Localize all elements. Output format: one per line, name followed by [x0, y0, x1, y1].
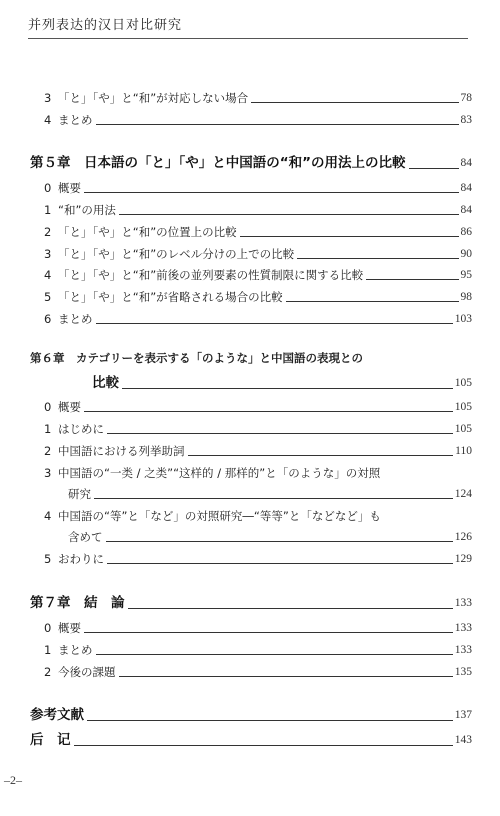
toc-entry[interactable] — [68, 529, 472, 545]
page-number: 137 — [454, 709, 472, 721]
page-number: 105 — [454, 377, 472, 389]
toc-entry[interactable] — [44, 620, 472, 636]
entry-number: 2 — [44, 665, 52, 679]
toc-entry[interactable] — [44, 202, 472, 218]
page-number: 95 — [460, 269, 472, 281]
toc-entry[interactable] — [44, 112, 472, 128]
dot-leader — [122, 388, 453, 389]
toc-entry[interactable] — [44, 664, 472, 680]
dot-leader — [107, 433, 453, 434]
page-number: 124 — [454, 488, 472, 500]
chapter-title-line1: 第６章 カテゴリーを表示する「のような」と中国語の表現との — [30, 351, 364, 365]
dot-leader — [297, 258, 458, 259]
entry-number: 5 — [44, 552, 52, 566]
entry-title: 概要 — [58, 400, 81, 414]
page-number: 86 — [460, 226, 472, 238]
entry-number: 1 — [44, 643, 52, 657]
entry-number: 2 — [44, 225, 52, 239]
entry-title-line1: 中国語の“一类 / 之类”“这样的 / 那样的”と「のような」の対照 — [58, 466, 381, 480]
entry-number: 0 — [44, 181, 52, 195]
page-number: 110 — [455, 445, 472, 457]
page-number: 143 — [454, 734, 472, 746]
dot-leader — [87, 720, 453, 721]
entry-title: “和”の用法 — [58, 203, 116, 217]
entry-number: 4 — [44, 113, 52, 127]
page-number: 105 — [454, 401, 472, 413]
entry-title: 中国語における列挙助詞 — [58, 444, 185, 458]
references-entry[interactable] — [30, 706, 472, 724]
dot-leader — [96, 654, 453, 655]
toc-entry[interactable] — [44, 224, 472, 240]
chapter-title: 后 记 — [30, 732, 71, 748]
entry-title: まとめ — [58, 643, 93, 657]
entry-number: 3 — [44, 247, 52, 261]
entry-title: 「と」「や」と“和”の位置上の比較 — [58, 225, 237, 239]
toc-entry[interactable] — [44, 90, 472, 106]
page-number: 83 — [460, 114, 472, 126]
entry-number: 1 — [44, 203, 52, 217]
dot-leader — [96, 323, 453, 324]
dot-leader — [188, 455, 454, 456]
dot-leader — [74, 745, 453, 746]
entry-number: 1 — [44, 422, 52, 436]
dot-leader — [251, 102, 458, 103]
page-number: 84 — [460, 182, 472, 194]
running-header — [28, 14, 468, 39]
page-number: 133 — [454, 644, 472, 656]
dot-leader — [94, 498, 453, 499]
entry-title: 「と」「や」と“和”前後の並列要素の性質制限に関する比較 — [58, 268, 364, 282]
page-number: 84 — [460, 204, 472, 216]
dot-leader — [119, 676, 453, 677]
entry-number: 4 — [44, 509, 52, 523]
toc-entry[interactable] — [44, 246, 472, 262]
entry-title-line1: 中国語の“等”と「など」の対照研究―“等等”と「などなど」も — [58, 509, 381, 523]
toc-entry-line1[interactable] — [44, 465, 380, 481]
toc-entry[interactable] — [44, 311, 472, 327]
chapter-entry[interactable] — [30, 154, 472, 172]
page-number: 103 — [454, 313, 472, 325]
toc-entry[interactable] — [44, 399, 472, 415]
page-number: 84 — [460, 157, 472, 169]
dot-leader — [106, 541, 453, 542]
chapter-title: 第５章 日本語の「と」「や」と中国語の“和”の用法上の比較 — [30, 155, 406, 171]
entry-number: 6 — [44, 312, 52, 326]
page-number: 133 — [454, 597, 472, 609]
entry-number: 4 — [44, 268, 52, 282]
entry-number: 3 — [44, 91, 52, 105]
toc-entry[interactable] — [44, 642, 472, 658]
toc-entry-line1[interactable] — [44, 508, 381, 524]
toc-entry[interactable] — [44, 267, 472, 283]
page-footer-number: –2– — [4, 773, 22, 787]
page-number: 135 — [454, 666, 472, 678]
entry-title: 今後の課題 — [58, 665, 116, 679]
page-number: 78 — [460, 92, 472, 104]
book-title: 并列表达的汉日对比研究 — [28, 18, 183, 33]
dot-leader — [366, 279, 458, 280]
afterword-entry[interactable] — [30, 731, 472, 749]
entry-title: まとめ — [58, 113, 93, 127]
entry-number: 5 — [44, 290, 52, 304]
entry-number: 2 — [44, 444, 52, 458]
entry-number: 0 — [44, 400, 52, 414]
dot-leader — [286, 301, 459, 302]
dot-leader — [84, 192, 459, 193]
toc-entry[interactable] — [44, 421, 472, 437]
page-number: 105 — [454, 423, 472, 435]
page-number: 126 — [454, 531, 472, 543]
entry-title: 「と」「や」と“和”のレベル分けの上での比較 — [58, 247, 295, 261]
entry-number: 0 — [44, 621, 52, 635]
entry-number: 3 — [44, 466, 52, 480]
dot-leader — [409, 168, 459, 169]
chapter-title: 第７章 結 論 — [30, 595, 125, 611]
dot-leader — [96, 124, 459, 125]
toc-entry[interactable] — [44, 289, 472, 305]
toc-entry[interactable] — [44, 443, 472, 459]
chapter-title: 参考文献 — [30, 707, 84, 723]
toc-entry[interactable] — [44, 551, 472, 567]
page-number: 133 — [454, 622, 472, 634]
entry-title: まとめ — [58, 312, 93, 326]
dot-leader — [128, 608, 453, 609]
entry-title: はじめに — [58, 422, 104, 436]
page-number: 129 — [454, 553, 472, 565]
toc-entry[interactable] — [44, 180, 472, 196]
page-number: 98 — [460, 291, 472, 303]
entry-title: 「と」「や」と“和”が省略される場合の比較 — [58, 290, 283, 304]
entry-title-line2: 研究 — [68, 487, 91, 501]
dot-leader — [240, 236, 459, 237]
entry-title: 概要 — [58, 181, 81, 195]
entry-title: 概要 — [58, 621, 81, 635]
page-number: 90 — [460, 248, 472, 260]
dot-leader — [84, 632, 453, 633]
dot-leader — [84, 411, 453, 412]
entry-title: おわりに — [58, 552, 104, 566]
chapter-entry[interactable] — [92, 374, 472, 392]
toc-entry[interactable] — [68, 486, 472, 502]
dot-leader — [119, 214, 459, 215]
chapter-entry[interactable] — [30, 594, 472, 612]
dot-leader — [107, 563, 453, 564]
chapter-title: 比較 — [92, 375, 119, 391]
entry-title-line2: 含めて — [68, 530, 103, 544]
entry-title: 「と」「や」と“和”が対応しない場合 — [58, 91, 249, 105]
